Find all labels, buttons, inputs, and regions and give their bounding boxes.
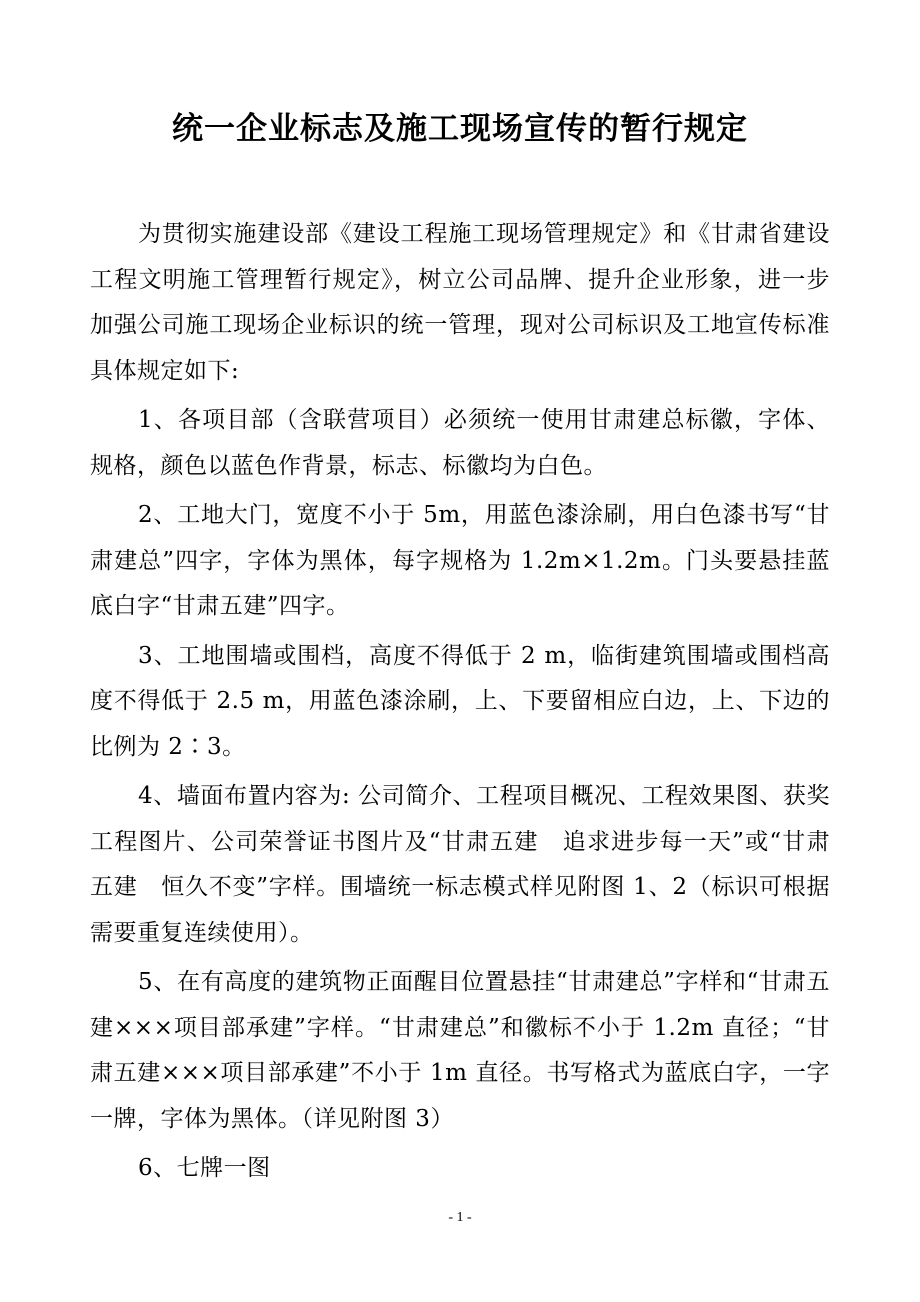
document-title: 统一企业标志及施工现场宣传的暂行规定 <box>172 111 748 147</box>
rule-paragraph-3: 3、工地围墙或围档，高度不得低于 2 m，临街建筑围墙或围档高度不得低于 2.5 m，用蓝色漆涂刷，上、下要留相应白边，上、下边的比例为 2∶3。 <box>90 642 830 760</box>
page-number: - 1 - <box>448 1210 472 1225</box>
rule-paragraph-1: 1、各项目部（含联营项目）必须统一使用甘肃建总标徽，字体、规格，颜色以蓝色作背景，标志、标徽均为白色。 <box>90 407 830 479</box>
rule-paragraph-6: 6、七牌一图 <box>138 1155 271 1181</box>
intro-paragraph: 为贯彻实施建设部《建设工程施工现场管理规定》和《甘肃省建设工程文明施工管理暂行规定》，树立公司品牌、提升企业形象，进一步加强公司施工现场企业标识的统一管理，现对公司标识及工地宣传标准具体规定如下: <box>90 221 830 384</box>
document-body <box>90 212 830 1192</box>
rule-paragraph-5: 5、在有高度的建筑物正面醒目位置悬挂“甘肃建总”字样和“甘肃五建×××项目部承建”字样。“甘肃建总”和徽标不小于 1.2m 直径；“甘肃五建×××项目部承建”不小于 1m 直径。书写格式为蓝底白字，一字一牌，字体为黑体。（详见附图 3） <box>90 969 830 1132</box>
rule-paragraph-2: 2、工地大门，宽度不小于 5m，用蓝色漆涂刷，用白色漆书写“甘肃建总”四字，字体为黑体，每字规格为 1.2m×1.2m。门头要悬挂蓝底白字“甘肃五建”四字。 <box>90 502 830 619</box>
rule-paragraph-4: 4、墙面布置内容为: 公司简介、工程项目概况、工程效果图、获奖工程图片、公司荣誉证书图片及“甘肃五建 追求进步每一天”或“甘肃五建 恒久不变”字样。围墙统一标志模式样见附图 1、2（标识可根据需要重复连续使用）。 <box>90 783 830 946</box>
